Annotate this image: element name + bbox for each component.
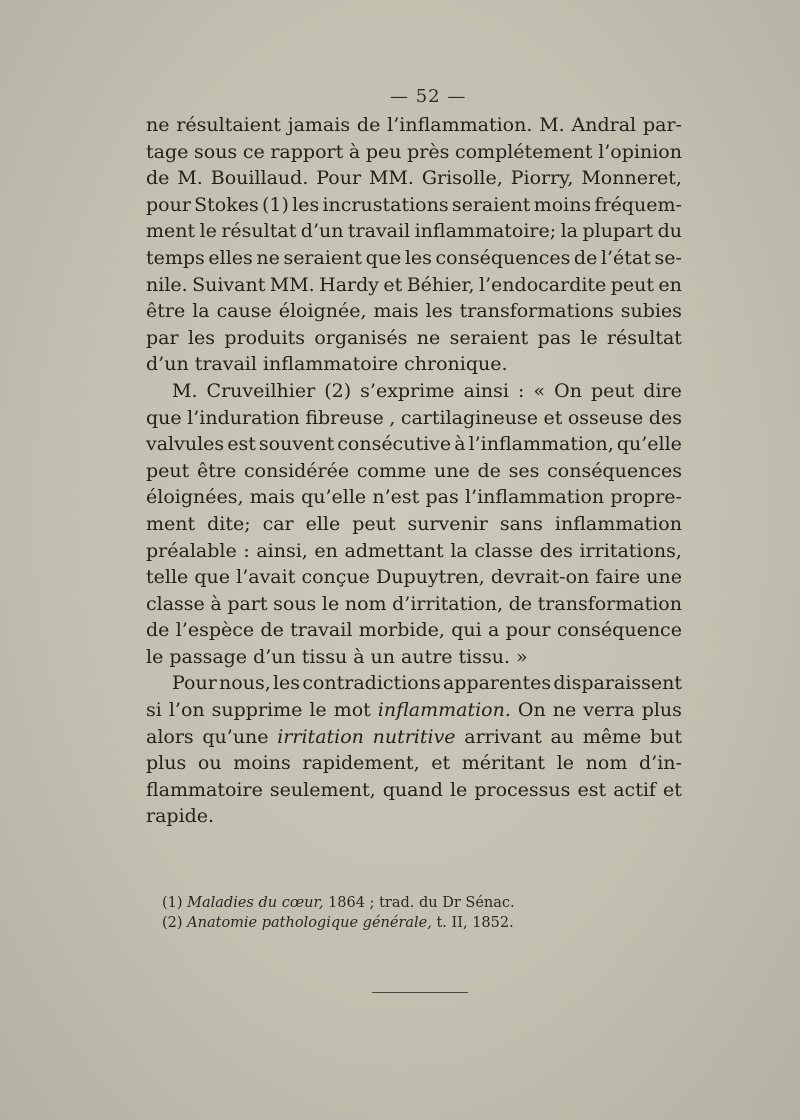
text-line <box>146 724 682 751</box>
word: faire <box>595 566 641 589</box>
footnote-title: Anatomie pathologique générale, <box>187 915 432 931</box>
word: (1) <box>262 193 289 216</box>
word: admettant <box>344 539 444 562</box>
word: passage <box>169 645 248 668</box>
word: Pour <box>316 167 362 190</box>
text-line <box>146 378 682 405</box>
word: moins <box>233 752 291 775</box>
word: plus <box>641 699 682 722</box>
word: (2) <box>324 379 352 402</box>
word: nile. <box>146 273 188 296</box>
word: d’un <box>253 645 296 668</box>
word: que <box>365 246 402 269</box>
word: Suivant <box>192 273 266 296</box>
word: nous, <box>219 672 271 695</box>
word: Monneret, <box>581 167 682 190</box>
word: le <box>199 220 217 243</box>
word: le <box>580 326 598 349</box>
word: peut <box>590 379 635 402</box>
footnote-text: t. II, 1852. <box>431 915 514 931</box>
word: ainsi, <box>256 539 308 562</box>
word: considérée <box>244 459 350 482</box>
word: inflammation <box>554 512 682 535</box>
word: d’in- <box>639 752 682 775</box>
word: méritant <box>461 752 546 775</box>
word: et <box>383 273 403 296</box>
word: ne <box>416 326 441 349</box>
word: l’état <box>600 246 651 269</box>
word: Andral <box>571 114 637 136</box>
text-line <box>146 538 682 565</box>
word: ment <box>146 220 196 243</box>
text-line <box>146 697 682 724</box>
text-line <box>146 431 682 458</box>
word: près <box>407 140 450 163</box>
word: organisés <box>314 326 408 349</box>
word: peu <box>365 140 402 163</box>
word: que <box>194 566 231 589</box>
word: l’inflammation, <box>468 433 614 456</box>
word: » <box>516 645 528 668</box>
word: plus <box>146 752 187 775</box>
word: contradictions <box>302 672 441 695</box>
word: l’endocardite <box>478 273 607 296</box>
word: complétement <box>454 140 593 163</box>
word: elle <box>305 512 341 535</box>
word: inflammatoire <box>262 353 399 376</box>
word: M. <box>172 379 198 402</box>
word: d’irritation, <box>392 592 504 615</box>
word: au <box>550 725 575 748</box>
word: Bouillaud. <box>210 167 309 190</box>
word: processus <box>474 778 571 801</box>
word: Hardy <box>319 273 380 296</box>
word: une <box>646 566 682 589</box>
word: moins <box>533 193 592 216</box>
text-line <box>146 298 682 325</box>
word: tage <box>146 140 189 163</box>
word: peut <box>610 273 654 296</box>
text-line <box>146 564 682 591</box>
text-line <box>146 112 682 139</box>
word: inflammatoire; <box>414 220 557 243</box>
text-line <box>146 139 682 166</box>
word: ses <box>508 459 540 482</box>
word: une <box>433 459 470 482</box>
word: l’inflammation. <box>387 114 533 136</box>
word: se- <box>654 246 682 269</box>
word: consécutive <box>337 433 452 456</box>
word: résultaient <box>176 114 281 136</box>
word: sous <box>194 140 238 163</box>
word: et <box>431 752 451 775</box>
footnotes <box>162 893 582 933</box>
word: propre- <box>610 486 682 509</box>
word: éloignée, <box>278 300 367 323</box>
word: qui <box>451 619 482 642</box>
word: , <box>389 406 396 429</box>
word: MM. <box>269 273 315 296</box>
word: même <box>582 725 642 748</box>
word: inflammation. <box>377 699 511 722</box>
text-line <box>146 218 682 245</box>
word: arrivant <box>464 725 542 748</box>
word: sous <box>273 592 317 615</box>
word: produits <box>224 326 305 349</box>
word: par <box>146 326 179 349</box>
word: est <box>577 778 607 801</box>
footnote-number: (1) <box>162 895 183 911</box>
text-line <box>146 670 682 697</box>
word: le <box>321 592 340 615</box>
word: classe <box>474 539 534 562</box>
word: fibreuse <box>305 406 384 429</box>
word: nom <box>344 592 387 615</box>
word: conséquence <box>556 619 682 642</box>
word: ou <box>197 752 222 775</box>
word: temps <box>146 246 205 269</box>
text-line <box>146 644 682 671</box>
text-line <box>146 591 682 618</box>
word: conçue <box>301 566 370 589</box>
word: souvent <box>258 433 335 456</box>
word: le <box>556 752 575 775</box>
word: seraient <box>451 193 531 216</box>
text-line <box>146 272 682 299</box>
word: les <box>404 246 432 269</box>
word: chronique. <box>404 353 508 376</box>
text-line <box>146 325 682 352</box>
word: le <box>146 645 164 668</box>
word: de <box>260 619 284 642</box>
word: devrait-on <box>490 566 590 589</box>
word: MM. <box>368 167 414 190</box>
word: Cruveilhier <box>206 379 316 402</box>
word: valvules <box>146 433 225 456</box>
word: l’espèce <box>175 619 255 642</box>
footnote-text: 1864 ; trad. du Dr Sénac. <box>323 895 515 911</box>
text-line <box>146 165 682 192</box>
word: supprime <box>211 699 303 722</box>
word: osseuse <box>567 406 644 429</box>
word: ment <box>146 512 196 535</box>
word: flammatoire <box>146 778 263 801</box>
word: les <box>272 672 301 695</box>
word: mais <box>249 486 295 509</box>
word: les <box>187 326 216 349</box>
word: apparentes <box>442 672 552 695</box>
word: Béhier, <box>406 273 475 296</box>
word: résultat <box>221 220 297 243</box>
word: de <box>356 114 381 136</box>
word: transformation <box>537 592 682 615</box>
word: qu’elle <box>616 433 682 456</box>
word: rapidement, <box>302 752 420 775</box>
word: Grisolle, <box>421 167 503 190</box>
word: M. <box>177 167 203 190</box>
word: jamais <box>287 114 351 136</box>
word: le <box>449 778 468 801</box>
word: l’induration <box>187 406 300 429</box>
word: tissu <box>301 645 348 668</box>
text-line <box>146 458 682 485</box>
word: conséquences <box>435 246 571 269</box>
word: à <box>353 645 365 668</box>
word: mot <box>333 699 371 722</box>
word: travail <box>347 220 411 243</box>
word: plupart <box>582 220 654 243</box>
word: nom <box>585 752 628 775</box>
word: les <box>292 193 320 216</box>
word: classe <box>146 592 205 615</box>
closing-rule <box>372 992 468 993</box>
word: Piorry, <box>510 167 574 190</box>
word: et <box>663 778 682 801</box>
word: de <box>146 619 170 642</box>
word: n’est <box>372 486 420 509</box>
word: irritation <box>277 725 364 748</box>
word: survenir <box>407 512 488 535</box>
word: seulement, <box>269 778 376 801</box>
word: transformations <box>459 300 614 323</box>
word: incrustations <box>322 193 449 216</box>
word: On <box>517 699 546 722</box>
word: disparaissent <box>553 672 682 695</box>
word: être <box>146 300 186 323</box>
word: la <box>560 220 579 243</box>
word: « <box>533 379 546 402</box>
word: à <box>348 140 361 163</box>
word: travail <box>194 353 257 376</box>
word: dite; <box>207 512 251 535</box>
word: dire <box>643 379 682 402</box>
word: rapport <box>270 140 344 163</box>
word: être <box>197 459 237 482</box>
word: l’on <box>168 699 205 722</box>
word: préalable <box>146 539 237 562</box>
word: des <box>648 406 682 429</box>
word: ainsi <box>463 379 509 402</box>
word: ne <box>256 246 280 269</box>
word: sans <box>499 512 543 535</box>
word: de <box>146 167 170 190</box>
word: actif <box>613 778 656 801</box>
word: Dupuytren, <box>375 566 485 589</box>
word: d’un <box>300 220 344 243</box>
word: peut <box>352 512 396 535</box>
word: cause <box>216 300 272 323</box>
footnote-number: (2) <box>162 915 183 931</box>
text-line <box>146 405 682 432</box>
word: a <box>488 619 500 642</box>
word: le <box>309 699 327 722</box>
word: but <box>649 725 682 748</box>
word: : <box>243 539 250 562</box>
text-line <box>146 803 682 830</box>
word: car <box>262 512 294 535</box>
word: de <box>508 592 533 615</box>
word: travail <box>290 619 353 642</box>
text-line <box>146 511 682 538</box>
text-line <box>146 617 682 644</box>
word: telle <box>146 566 189 589</box>
footnote-1 <box>162 893 582 913</box>
word: peut <box>146 459 190 482</box>
word: pas <box>425 486 459 509</box>
text-line <box>146 484 682 511</box>
word: qu’une <box>202 725 269 748</box>
word: M. <box>539 114 565 136</box>
footnote-2 <box>162 913 582 933</box>
text-line <box>146 351 682 378</box>
text-line <box>146 777 682 804</box>
word: pour <box>146 193 191 216</box>
word: si <box>146 699 162 722</box>
word: irritations, <box>579 539 682 562</box>
word: seraient <box>283 246 363 269</box>
page-number: — 52 — <box>390 86 467 107</box>
text-line <box>146 750 682 777</box>
word: les <box>425 300 453 323</box>
word: mais <box>373 300 419 323</box>
footnote-title: Maladies du cœur, <box>187 895 324 911</box>
word: Stokes <box>194 193 259 216</box>
word: seraient <box>449 326 529 349</box>
word: fréquem- <box>594 193 682 216</box>
word: que <box>146 406 182 429</box>
word: pour <box>505 619 551 642</box>
word: subies <box>620 300 682 323</box>
word: par- <box>642 114 682 136</box>
word: conséquences <box>547 459 682 482</box>
word: tissu. <box>458 645 511 668</box>
word: d’un <box>146 353 189 376</box>
word: rapide. <box>146 805 215 828</box>
word: est <box>227 433 256 456</box>
word: à <box>454 433 466 456</box>
word: s’exprime <box>360 379 455 402</box>
word: et <box>543 406 563 429</box>
word: nutritive <box>372 725 456 748</box>
word: résultat <box>606 326 682 349</box>
word: la <box>192 300 210 323</box>
word: l’inflammation <box>464 486 605 509</box>
body-text <box>146 112 682 830</box>
word: alors <box>146 725 194 748</box>
word: un <box>370 645 396 668</box>
word: ne <box>552 699 577 722</box>
word: des <box>539 539 573 562</box>
word: qu’elle <box>301 486 367 509</box>
word: ne <box>146 114 170 136</box>
text-line <box>146 245 682 272</box>
word: morbide, <box>358 619 445 642</box>
word: la <box>450 539 468 562</box>
word: Pour <box>172 672 217 695</box>
word: : <box>518 379 525 402</box>
word: du <box>657 220 682 243</box>
word: l’avait <box>236 566 296 589</box>
word: quand <box>382 778 443 801</box>
word: éloignées, <box>146 486 244 509</box>
word: On <box>554 379 582 402</box>
word: de <box>477 459 501 482</box>
word: elles <box>208 246 253 269</box>
word: à <box>210 592 222 615</box>
word: verra <box>583 699 635 722</box>
word: en <box>658 273 682 296</box>
word: l’opinion <box>598 140 682 163</box>
word: autre <box>401 645 453 668</box>
word: comme <box>356 459 427 482</box>
word: pas <box>537 326 571 349</box>
word: ce <box>242 140 265 163</box>
word: en <box>314 539 338 562</box>
word: de <box>573 246 598 269</box>
text-line <box>146 192 682 219</box>
word: part <box>227 592 268 615</box>
word: cartilagineuse <box>400 406 538 429</box>
